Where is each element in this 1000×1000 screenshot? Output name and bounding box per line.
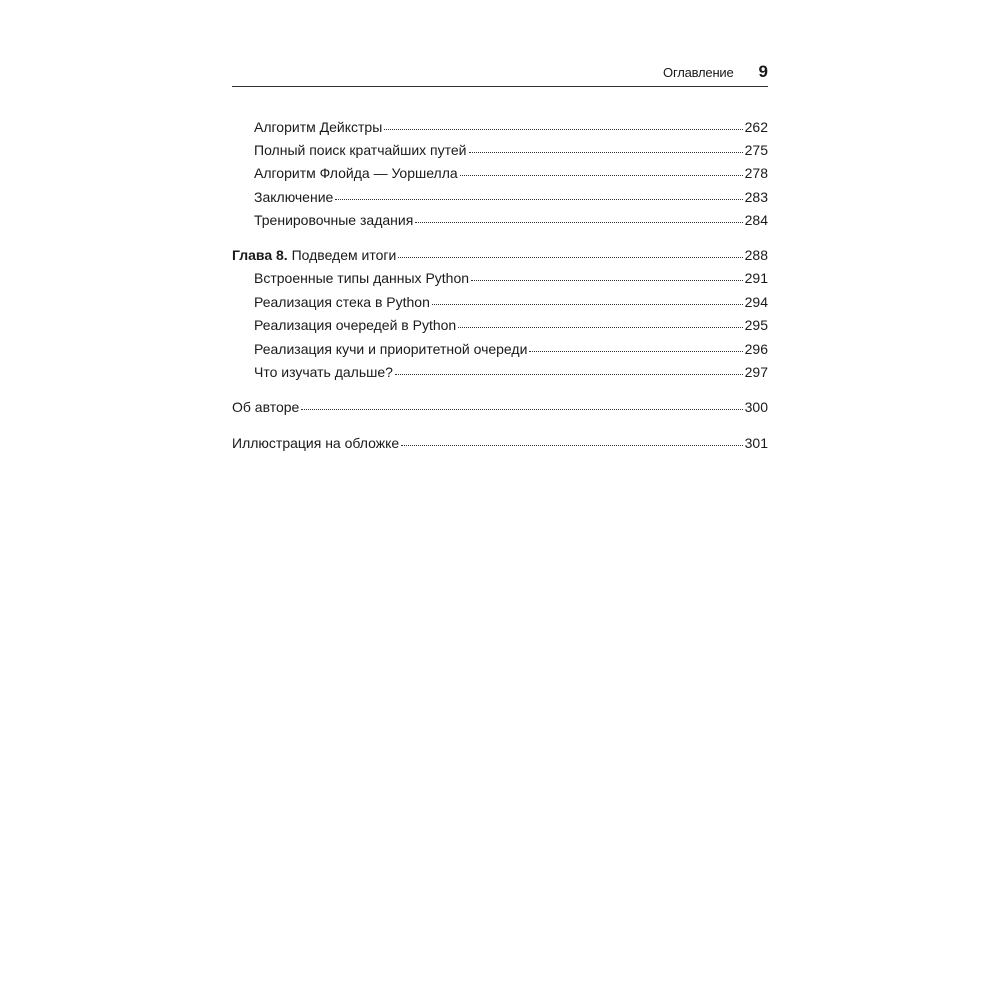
toc-chapter-entry	[232, 245, 768, 265]
toc-entry-page: 283	[744, 189, 768, 205]
toc-entry-page: 300	[744, 399, 768, 415]
toc-entry	[254, 187, 768, 207]
toc-entry-page: 296	[744, 341, 768, 357]
toc-entry	[232, 397, 768, 417]
toc-entry	[254, 292, 768, 312]
toc-entry-label: Алгоритм Дейкстры	[254, 119, 383, 135]
toc-leader-dots	[384, 128, 742, 130]
toc-leader-dots	[398, 256, 742, 258]
toc-leader-dots	[335, 198, 742, 200]
toc-leader-dots	[529, 350, 742, 352]
chapter-title: Подведем итоги	[287, 247, 397, 263]
chapter-number: Глава 8.	[232, 247, 288, 263]
toc-leader-dots	[395, 373, 743, 375]
toc-entry-label: Об авторе	[232, 399, 300, 415]
toc-entry	[254, 163, 768, 183]
toc-entry-label: Алгоритм Флойда — Уоршелла	[254, 165, 458, 181]
toc-entry-label: Реализация кучи и приоритетной очереди	[254, 341, 528, 357]
toc-entry-label	[232, 245, 396, 265]
toc-entry	[254, 339, 768, 359]
toc-entry	[232, 433, 768, 453]
toc-leader-dots	[469, 151, 743, 153]
toc-leader-dots	[471, 279, 743, 281]
toc-entry	[254, 315, 768, 335]
page-number: 9	[758, 62, 768, 81]
running-header-title: Оглавление	[663, 65, 734, 80]
toc-leader-dots	[432, 303, 743, 305]
toc-entry	[254, 268, 768, 288]
toc-leader-dots	[458, 326, 742, 328]
toc-entry-page: 294	[744, 294, 768, 310]
toc-leader-dots	[301, 408, 742, 410]
toc-entry-page: 297	[744, 364, 768, 380]
toc-entry-label: Что изучать дальше?	[254, 364, 393, 380]
table-of-contents	[232, 0, 768, 1000]
toc-entry-label: Иллюстрация на обложке	[232, 435, 400, 451]
toc-leader-dots	[460, 174, 743, 176]
toc-entry	[254, 140, 768, 160]
toc-entry-page: 262	[744, 119, 768, 135]
toc-entry-label: Заключение	[254, 189, 334, 205]
toc-entry-page: 275	[744, 142, 768, 158]
toc-entry-page: 284	[744, 212, 768, 228]
toc-entry-page: 288	[744, 247, 768, 263]
toc-entry-label: Встроенные типы данных Python	[254, 270, 470, 286]
toc-entry-label: Реализация очередей в Python	[254, 317, 457, 333]
toc-entry-label: Реализация стека в Python	[254, 294, 430, 310]
toc-entry-label: Полный поиск кратчайших путей	[254, 142, 467, 158]
toc-leader-dots	[415, 221, 742, 223]
toc-entry-page: 295	[744, 317, 768, 333]
toc-entry-label: Тренировочные задания	[254, 212, 414, 228]
toc-entry	[254, 362, 768, 382]
toc-leader-dots	[401, 444, 742, 446]
toc-entry	[254, 117, 768, 137]
toc-entry-page: 291	[744, 270, 768, 286]
toc-entry	[254, 210, 768, 230]
toc-entry-page: 278	[744, 165, 768, 181]
toc-entry-page: 301	[744, 435, 768, 451]
